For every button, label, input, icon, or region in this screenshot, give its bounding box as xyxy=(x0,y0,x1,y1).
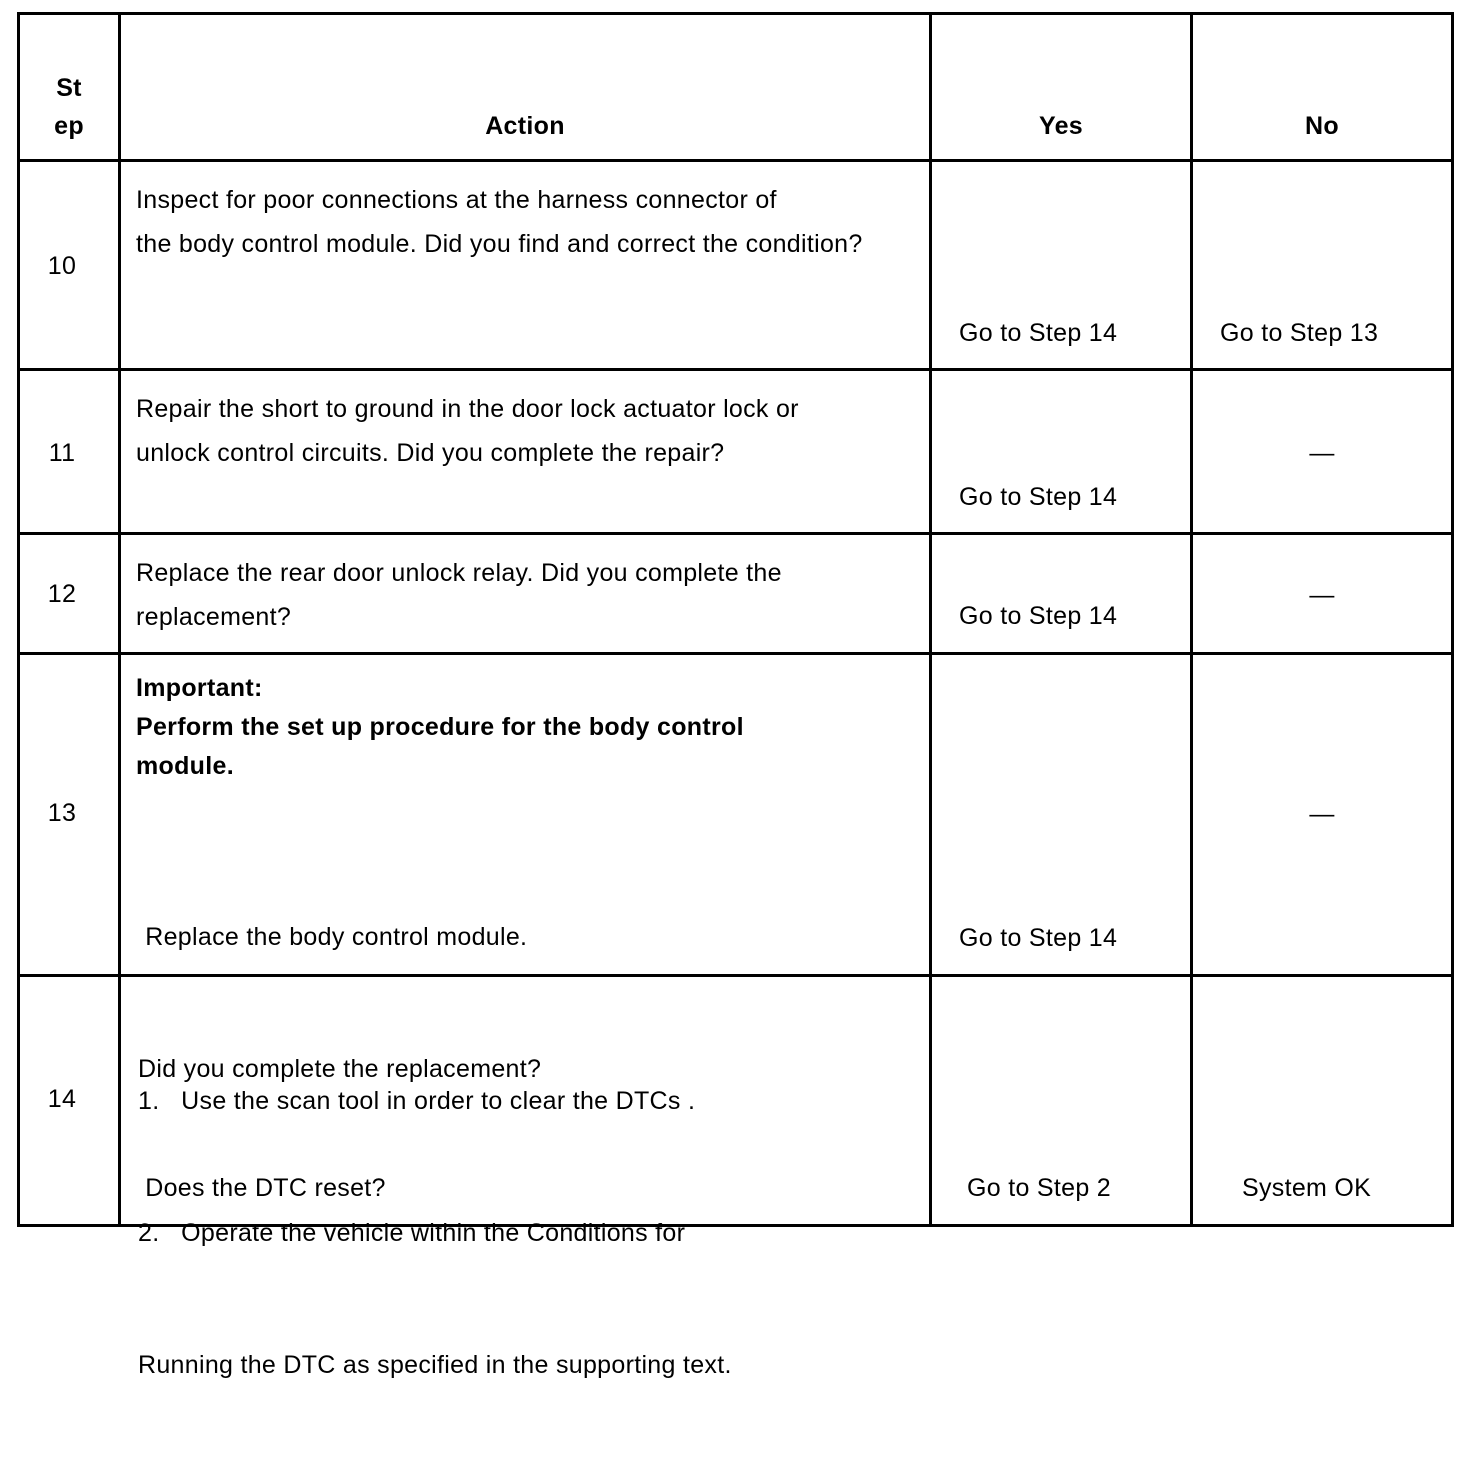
action-line: Repair the short to ground in the door lock actuator lock or xyxy=(136,395,799,423)
yes-link[interactable]: Go to Step 14 xyxy=(959,319,1118,347)
step-number: 13 xyxy=(47,799,77,827)
important-label: Important: xyxy=(136,674,263,702)
yes-link[interactable]: Go to Step 2 xyxy=(967,1174,1111,1202)
no-dash: — xyxy=(1309,581,1335,609)
action-line: the body control module. Did you find and correct the condition? xyxy=(136,230,863,258)
no-result: System OK xyxy=(1242,1174,1372,1202)
row-divider xyxy=(17,159,1454,162)
header-yes: Yes xyxy=(1038,112,1083,140)
no-link[interactable]: Go to Step 13 xyxy=(1220,319,1379,347)
action-line: Did you complete the replacement? xyxy=(138,1055,542,1083)
column-divider xyxy=(118,12,121,1227)
step-number: 10 xyxy=(47,252,77,280)
important-line: module. xyxy=(136,752,234,780)
header-step xyxy=(20,69,118,145)
no-dash: — xyxy=(1309,800,1335,828)
action-text xyxy=(136,387,799,475)
yes-link[interactable]: Go to Step 14 xyxy=(959,602,1118,630)
row-divider xyxy=(17,652,1454,655)
action-text xyxy=(136,178,863,266)
action-line: replacement? xyxy=(136,603,292,631)
action-line: Inspect for poor connections at the harness connector of xyxy=(136,186,777,214)
header-action: Action xyxy=(485,112,565,140)
table-border-left xyxy=(17,12,20,1227)
diagnostic-table xyxy=(17,12,1454,1379)
important-note xyxy=(136,669,744,786)
step-number: 12 xyxy=(47,580,77,608)
yes-link[interactable]: Go to Step 14 xyxy=(959,924,1118,952)
important-line: Perform the set up procedure for the body control xyxy=(136,713,744,741)
action-question: Does the DTC reset? xyxy=(138,1174,386,1202)
no-dash: — xyxy=(1309,439,1335,467)
header-step-line2: ep xyxy=(54,112,84,140)
action-text xyxy=(138,991,732,1475)
yes-link[interactable]: Go to Step 14 xyxy=(959,483,1118,511)
action-line: unlock control circuits. Did you complete the repair? xyxy=(136,439,725,467)
row-divider xyxy=(17,532,1454,535)
action-text xyxy=(136,551,782,639)
action-line: Running the DTC as specified in the supporting text. xyxy=(138,1351,732,1379)
action-line: Replace the rear door unlock relay. Did you complete the xyxy=(136,559,782,587)
step-number: 11 xyxy=(48,439,76,467)
column-divider xyxy=(929,12,932,1227)
action-line: Replace the body control module. xyxy=(138,923,528,951)
header-no: No xyxy=(1305,112,1339,140)
header-step-line1: St xyxy=(56,74,82,102)
action-step-item: 1. Use the scan tool in order to clear the DTCs . xyxy=(138,1087,696,1115)
row-divider xyxy=(17,368,1454,371)
action-step-item: 2. Operate the vehicle within the Conditions for xyxy=(138,1219,686,1247)
step-number: 14 xyxy=(47,1085,77,1113)
table-border-top xyxy=(17,12,1454,15)
column-divider xyxy=(1190,12,1193,1227)
table-border-right xyxy=(1451,12,1454,1227)
